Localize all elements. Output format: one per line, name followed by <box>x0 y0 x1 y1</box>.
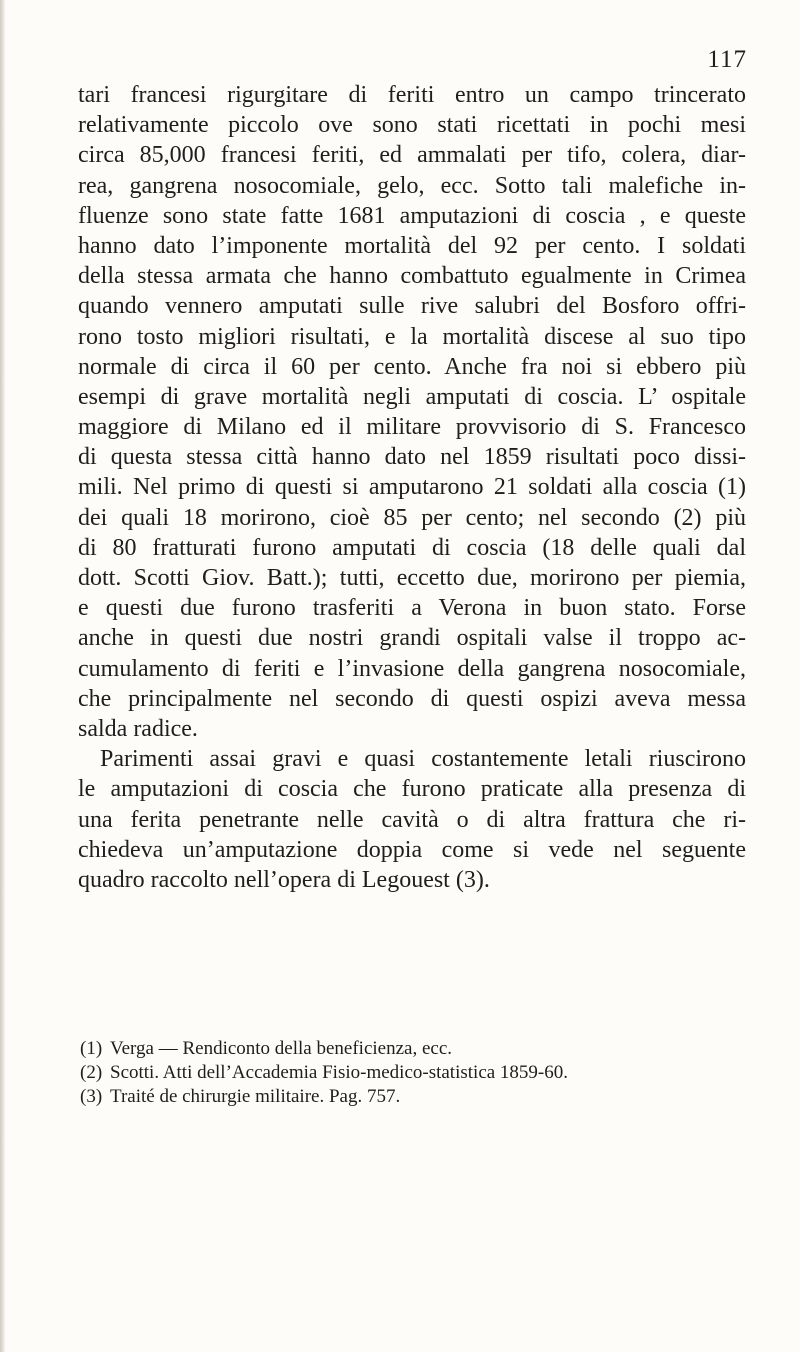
text-line: fluenze sono state fatte 1681 amputazioni di coscia , e queste <box>78 202 746 229</box>
text-line: e questi due furono trasferiti a Verona in buon stato. Forse <box>78 595 746 622</box>
footnote <box>80 1037 748 1061</box>
text-line: maggiore di Milano ed il militare provvisorio di S. Francesco <box>78 414 746 441</box>
footnote-text: Verga — Rendiconto della beneficienza, ecc. <box>110 1038 453 1059</box>
text-line: rono tosto migliori risultati, e la mortalità discese al suo tipo <box>78 323 746 350</box>
footnote <box>80 1085 748 1109</box>
text-line: tari francesi rigurgitare di feriti entro un campo trincerato <box>78 82 746 108</box>
text-line: rea, gangrena nosocomiale, gelo, ecc. Sotto tali malefiche in- <box>78 172 746 199</box>
text-line: Parimenti assai gravi e quasi costantemente letali riuscirono <box>100 746 746 773</box>
text-line: salda radice. <box>78 715 198 742</box>
footnote-text: Traité de chirurgie militaire. Pag. 757. <box>110 1086 401 1107</box>
text-line: esempi di grave mortalità negli amputati di coscia. L’ ospitale <box>78 383 746 410</box>
text-line: di 80 fratturati furono amputati di coscia (18 delle quali dal <box>78 534 746 561</box>
body-text <box>78 80 746 895</box>
footnote-text: Scotti. Atti dell’Accademia Fisio-medico-statistica 1859-60. <box>110 1062 569 1083</box>
footnote <box>80 1061 748 1085</box>
text-line: mili. Nel primo di questi si amputarono 21 soldati alla coscia (1) <box>78 474 746 501</box>
text-line: della stessa armata che hanno combattuto egualmente in Crimea <box>78 263 746 290</box>
text-line: normale di circa il 60 per cento. Anche fra noi si ebbero più <box>78 353 746 380</box>
text-line: hanno dato l’imponente mortalità del 92 per cento. I soldati <box>78 232 746 259</box>
footnote-number: (3) <box>80 1086 103 1107</box>
text-line: di questa stessa città hanno dato nel 1859 risultati poco dissi- <box>78 444 746 471</box>
text-line: dei quali 18 morirono, cioè 85 per cento; nel secondo (2) più <box>78 504 746 531</box>
page-number: 117 <box>707 46 747 73</box>
page-edge <box>0 0 5 1352</box>
footnote-number: (1) <box>80 1038 103 1059</box>
text-line: anche in questi due nostri grandi ospitali valse il troppo ac- <box>78 625 746 652</box>
footnotes <box>80 1037 748 1109</box>
text-line: quando vennero amputati sulle rive salubri del Bosforo offri- <box>78 293 746 320</box>
text-line: cumulamento di feriti e l’invasione della gangrena nosocomiale, <box>78 655 746 682</box>
text-line: relativamente piccolo ove sono stati ricettati in pochi mesi <box>78 112 746 139</box>
text-line: chiedeva un’amputazione doppia come si vede nel seguente <box>78 836 746 863</box>
text-line: una ferita penetrante nelle cavità o di altra frattura che ri- <box>78 806 746 833</box>
text-line: circa 85,000 francesi feriti, ed ammalati per tifo, colera, diar- <box>78 142 746 169</box>
text-line: quadro raccolto nell’opera di Legouest (3). <box>78 866 490 893</box>
text-line: che principalmente nel secondo di questi ospizi aveva messa <box>78 685 746 712</box>
text-line: dott. Scotti Giov. Batt.); tutti, eccetto due, morirono per piemia, <box>78 565 746 591</box>
footnote-number: (2) <box>80 1062 103 1083</box>
text-line: le amputazioni di coscia che furono praticate alla presenza di <box>78 776 746 803</box>
